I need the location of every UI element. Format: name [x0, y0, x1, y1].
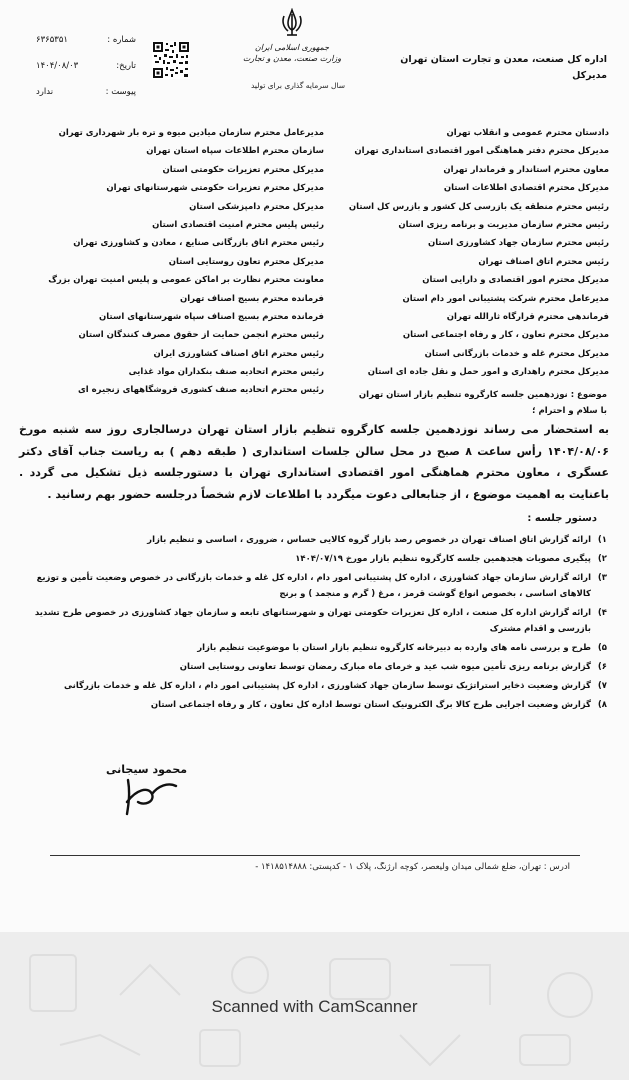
- recipient: رئیس پلیس محترم امنیت اقتصادی استان: [152, 219, 324, 230]
- date-value: ۱۴۰۴/۰۸/۰۳: [36, 61, 79, 71]
- attachment-value: ندارد: [36, 87, 54, 97]
- agenda-item: [22, 570, 607, 602]
- letter-metadata: [36, 27, 136, 105]
- recipient: مدیرکل محترم دامپزشکی استان: [189, 201, 324, 212]
- attachment-label: پیوست :: [105, 87, 136, 97]
- agenda-item-number: ۱): [597, 535, 607, 545]
- letter-attachment-row: [36, 79, 136, 105]
- qr-code-icon: [152, 41, 190, 79]
- recipient: رئیس محترم اتاق اصناف کشاورزی ایران: [153, 348, 324, 359]
- subject-block: [37, 387, 607, 419]
- agenda-item-text: گزارش وضعیت اجرایی طرح کالا برگ الکترونیک استان توسط اداره کل تعاون ، کار و رفاه اجتماعی استان: [150, 700, 591, 710]
- letter-body: به استحضار می رساند نوزدهمین جلسه کارگروه تنظیم بازار استان تهران درسالجاری روز سه شنبه مورخ ۱۴۰۴/۰۸/۰۶ رأس ساعت ۸ صبح در محل سالن جلسات استانداری ( طبقه دهم ) به ریاست جناب آقای دکتر عسگری ، معاون محترم هماهنگی امور اقتصادی استانداری تهران با دستورجلسه ذیل تشکیل می گردد . باعنایت به اهمیت موضوع ، از جنابعالی دعوت میگردد با اطلاعات لازم شخصاً درجلسه حضور بهم رسانید .: [19, 423, 609, 501]
- recipient: مدیرعامل محترم سازمان میادین میوه و تره بار شهرداری تهران: [58, 128, 324, 138]
- agenda-item-number: ۶): [597, 662, 607, 672]
- letterhead-emblem-block: [236, 8, 348, 64]
- recipient: مدیرکل محترم امور اقتصادی و دارایی استان: [422, 275, 609, 286]
- organization-name: اداره کل صنعت، معدن و تجارت استان تهران: [400, 54, 607, 65]
- iran-emblem-icon: [279, 8, 305, 38]
- recipient: معاونت محترم نظارت بر اماکن عمومی و پلیس امنیت تهران بزرگ: [48, 275, 324, 286]
- agenda-item-number: ۳): [597, 573, 607, 583]
- agenda-item-number: ۸): [597, 700, 607, 710]
- recipient: معاون محترم استاندار و فرماندار تهران: [443, 164, 609, 175]
- office-title: مدیرکل: [572, 70, 607, 81]
- handwritten-signature-icon: [118, 772, 188, 818]
- camscanner-label: Scanned with CamScanner: [211, 997, 418, 1016]
- recipient: مدیرکل محترم تعاون ، کار و رفاه اجتماعی استان: [402, 330, 609, 341]
- agenda-item-number: ۲): [597, 554, 607, 564]
- agenda-item-text: پیگیری مصوبات هجدهمین جلسه کارگروه تنظیم بازار مورخ ۱۴۰۴/۰۷/۱۹: [295, 554, 591, 564]
- recipient: مدیرکل محترم دفتر هماهنگی امور اقتصادی استانداری تهران: [354, 146, 609, 157]
- republic-title: جمهوری اسلامی ایران: [254, 43, 330, 52]
- recipient: رئیس محترم اتحادیه صنف کشوری فروشگاههای زنجیره ای: [77, 385, 324, 396]
- agenda-item-number: ۵): [597, 643, 607, 653]
- agenda-item-text: ارائه گزارش اتاق اصناف تهران در خصوص رصد بازار گروه کالایی حساس ، ضروری ، اساسی و تنظیم بازار: [147, 535, 591, 545]
- recipient: مدیرکل محترم تعزیرات حکومتی شهرستانهای تهران: [106, 183, 324, 194]
- recipient: رئیس محترم سازمان جهاد کشاورزی استان: [427, 238, 609, 249]
- agenda-title: دستور جلسه :: [527, 513, 597, 524]
- signer-name: محمود سیجانی: [106, 763, 188, 776]
- ministry-title: وزارت صنعت، معدن و تجارت: [242, 54, 342, 63]
- recipient: فرمانده محترم بسیج اصناف تهران: [180, 293, 324, 304]
- number-value: ۶۳۶۵۳۵۱: [36, 35, 68, 45]
- agenda-item-text: طرح و بررسی نامه های وارده به دبیرخانه کارگروه تنظیم بازار استان با موضوعیت تنظیم بازار: [197, 643, 591, 653]
- recipient: سازمان محترم اطلاعات سپاه استان تهران: [146, 146, 324, 157]
- agenda-item-text: ارائه گزارش سازمان جهاد کشاورزی ، اداره کل پشتیبانی امور دام ، اداره کل غله و خدمات بازرگانی در خصوص وضعیت تأمین و توزیع کالاهای اساسی ، بخصوص انواع گوشت قرمز ، مرغ ( گرم و منجمد ) و برنج: [36, 573, 591, 599]
- agenda-item: [22, 678, 607, 694]
- recipient: مدیرکل محترم اقتصادی اطلاعات استان: [443, 183, 609, 194]
- agenda-item-number: ۷): [597, 681, 607, 691]
- recipient: رئیس محترم منطقه یک بازرسی کل کشور و بازرس کل استان: [348, 201, 609, 212]
- agenda-item-text: ارائه گزارش اداره کل صنعت ، اداره کل تعزیرات حکومتی تهران و شهرستانهای تابعه و سازمان جهاد کشاورزی در خصوص طرح تشدید بازرسی و اقدام مشترک: [34, 608, 591, 634]
- agenda-item: [22, 532, 607, 548]
- recipient: مدیرعامل محترم شرکت پشتیبانی امور دام استان: [402, 293, 609, 304]
- recipient: رئیس محترم اتاق بازرگانی صنایع ، معادن و کشاورزی تهران: [73, 238, 324, 249]
- agenda-item-text: گزارش برنامه ریزی تأمین میوه شب عید و خرمای ماه مبارک رمضان توسط تعاونی روستایی استان: [179, 662, 591, 672]
- recipient: رئیس محترم اتاق اصناف تهران: [478, 256, 609, 267]
- recipient: فرمانده محترم بسیج اصناف سپاه شهرستانهای استان: [99, 311, 324, 322]
- agenda-item: [22, 605, 607, 637]
- recipient: مدیرکل محترم راهداری و امور حمل و نقل جاده ای استان: [367, 367, 609, 378]
- recipient: مدیرکل محترم غله و خدمات بازرگانی استان: [424, 348, 609, 359]
- letter-number-row: [36, 27, 136, 53]
- greeting-line: با سلام و احترام ؛: [532, 406, 607, 416]
- year-slogan: سال سرمایه گذاری برای تولید: [250, 81, 346, 90]
- recipient: مدیرکل محترم تعزیرات حکومتی استان: [162, 164, 324, 175]
- recipient: فرماندهی محترم قرارگاه ثارالله تهران: [446, 311, 609, 322]
- agenda-item-text: گزارش وضعیت ذخایر استراتژیک توسط سازمان جهاد کشاورزی ، اداره کل پشتیبانی امور دام ، اداره کل غله و خدمات بازرگانی: [64, 681, 591, 691]
- recipient: رئیس محترم انجمن حمایت از حقوق مصرف کنندگان استان: [78, 330, 324, 341]
- agenda-item-number: ۴): [597, 608, 607, 618]
- recipient: رئیس محترم سازمان مدیریت و برنامه ریزی استان: [398, 219, 609, 230]
- recipient: دادستان محترم عمومی و انقلاب تهران: [446, 128, 609, 138]
- agenda-item: [22, 697, 607, 713]
- number-label: شماره :: [107, 35, 136, 45]
- subject-line: موضوع : نوزدهمین جلسه کارگروه تنظیم بازار استان تهران: [358, 390, 607, 400]
- recipients-list-left: [48, 124, 324, 400]
- date-label: تاریخ:: [116, 61, 136, 71]
- footer-address: آدرس : تهران، ضلع شمالی میدان ولیعصر، کوچه ارژنگ، پلاک ۱ - کدپستی: ۱۴۱۸۵۱۴۸۸۸ -: [255, 862, 570, 872]
- agenda-list: [22, 532, 607, 716]
- recipients-list-right: [319, 124, 609, 381]
- agenda-item: [22, 659, 607, 675]
- agenda-item: [22, 551, 607, 567]
- agenda-item: [22, 640, 607, 656]
- letter-date-row: [36, 53, 136, 79]
- footer-divider: [50, 855, 580, 856]
- recipient: مدیرکل محترم تعاون روستایی استان: [168, 256, 324, 267]
- recipient: رئیس محترم اتحادیه صنف بنکداران مواد غذایی: [128, 367, 324, 378]
- letterhead-organization: [377, 52, 607, 84]
